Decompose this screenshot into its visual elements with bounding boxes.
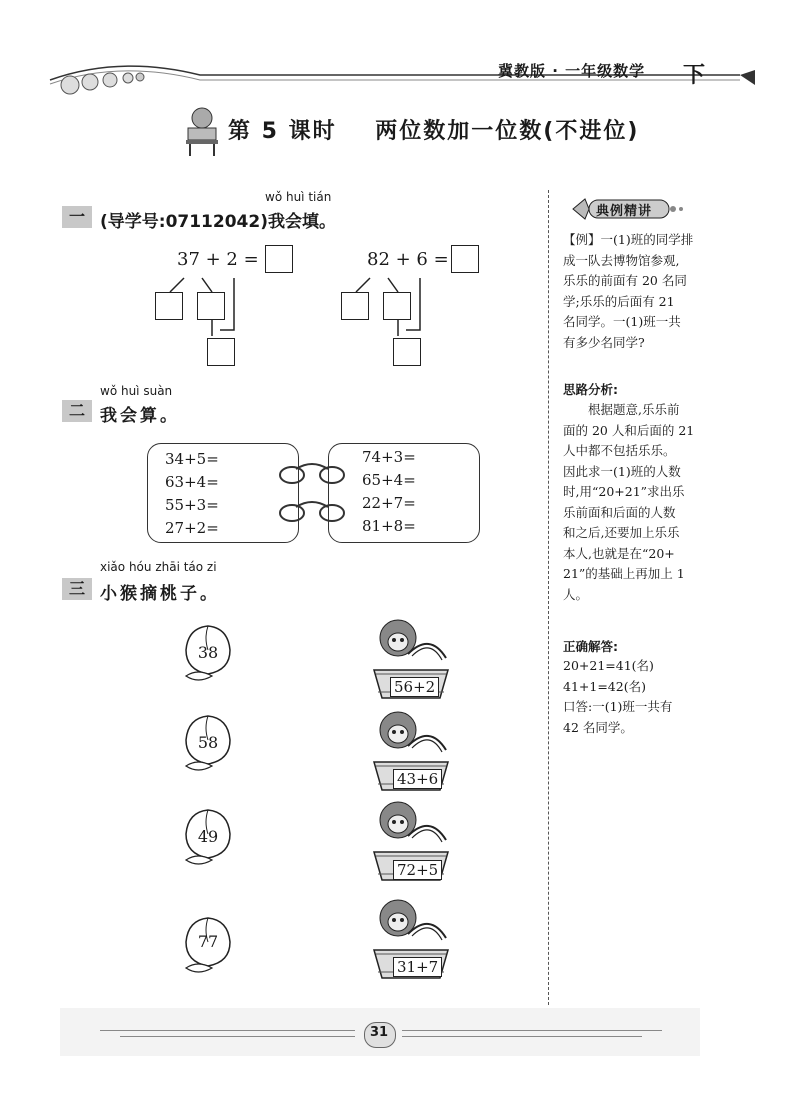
peach-number: 49: [197, 827, 219, 846]
analysis-line: 因此求一(1)班的人数: [563, 463, 681, 479]
example-problem: [563, 230, 705, 353]
calc-item: 22+7=: [362, 494, 416, 512]
analysis-line: 根据题意,乐乐前: [563, 402, 680, 417]
answer-line: 41+1=42(名): [563, 678, 646, 694]
example-line: 成一队去博物馆参观,: [563, 252, 680, 268]
exercise-1-tens-box[interactable]: [155, 292, 183, 320]
calc-item: 55+3=: [165, 496, 219, 514]
analysis-line: 本人,也就是在“20+: [563, 545, 675, 561]
binder-rings-icon: [272, 455, 352, 535]
analysis-line: 人。: [563, 586, 589, 602]
section1-title: (导学号:07112042)我会填。: [100, 212, 336, 232]
header-decoration: [40, 50, 760, 110]
edition-label: 冀教版 · 一年级数学: [498, 62, 646, 80]
calc-item: 81+8=: [362, 517, 416, 535]
basket-expression: 56+2: [390, 677, 439, 697]
analysis-line: 人中都不包括乐乐。: [563, 443, 676, 458]
section1-badge: 一: [62, 206, 92, 228]
analysis-text: [563, 400, 705, 605]
basket-expression: 72+5: [393, 860, 442, 880]
footer-line: [402, 1030, 662, 1031]
section2-pinyin: wǒ huì suàn: [100, 384, 173, 398]
exercise-1-sum-box[interactable]: [207, 338, 235, 366]
answer-line: 42 名同学。: [563, 719, 633, 735]
peach-number: 58: [197, 733, 219, 752]
page-number: 31: [369, 1025, 389, 1040]
section3-title: 小猴摘桃子。: [100, 584, 220, 604]
exercise-1-ones-box[interactable]: [197, 292, 225, 320]
answer-line: 口答:一(1)班一共有: [563, 699, 673, 714]
analysis-line: 时,用“20+21”求出乐: [563, 484, 685, 499]
exercise-2-answer-box[interactable]: [451, 245, 479, 273]
left-calc-list: [165, 448, 219, 540]
example-line: 名同学。一(1)班一共: [563, 314, 681, 329]
answer-line: 20+21=41(名): [563, 658, 654, 673]
example-line: 有多少名同学?: [563, 334, 645, 350]
volume-label: 下: [683, 63, 706, 88]
basket-expression: 31+7: [393, 957, 442, 977]
sidebar-divider: [548, 190, 549, 1005]
calc-item: 27+2=: [165, 519, 219, 537]
section3-pinyin: xiǎo hóu zhāi táo zi: [100, 560, 217, 574]
exercise-1-answer-box[interactable]: [265, 245, 293, 273]
section2-title: 我会算。: [100, 406, 180, 426]
example-line: 乐乐的前面有 20 名同: [563, 273, 687, 288]
exercise-2-ones-box[interactable]: [383, 292, 411, 320]
lesson-title: 第 5 课时 两位数加一位数(不进位): [228, 119, 640, 144]
section3-badge: 三: [62, 578, 92, 600]
analysis-title: 思路分析:: [563, 382, 618, 397]
footer-line: [100, 1030, 355, 1031]
exercise-2-sum-box[interactable]: [393, 338, 421, 366]
calc-item: 74+3=: [362, 448, 416, 466]
answer-title: 正确解答:: [563, 639, 618, 654]
answer-text: [563, 656, 705, 738]
analysis-line: 21”的基础上再加上 1: [563, 566, 685, 581]
exercise-2-tens-box[interactable]: [341, 292, 369, 320]
section1-pinyin: wǒ huì tián: [265, 190, 332, 204]
analysis-line: 和之后,还要加上乐乐: [563, 525, 680, 540]
basket-expression: 43+6: [393, 769, 442, 789]
calc-item: 65+4=: [362, 471, 416, 489]
exercise-1-expression: 37 + 2 =: [177, 249, 259, 270]
peach-number: 38: [197, 643, 219, 662]
right-calc-list: [362, 446, 416, 538]
exercise-2-expression: 82 + 6 =: [367, 249, 449, 270]
analysis-line: 乐前面和后面的人数: [563, 504, 676, 520]
peach-number: 77: [197, 932, 219, 951]
footer-line: [120, 1036, 355, 1037]
footer-line: [402, 1036, 642, 1037]
example-line: 【例】一(1)班的同学排: [563, 232, 694, 247]
calc-item: 34+5=: [165, 450, 219, 468]
example-badge-label: 典例精讲: [596, 204, 653, 219]
section2-badge: 二: [62, 400, 92, 422]
example-line: 学;乐乐的后面有 21: [563, 293, 675, 309]
calc-item: 63+4=: [165, 473, 219, 491]
student-desk-icon: [182, 104, 222, 156]
analysis-line: 面的 20 人和后面的 21: [563, 422, 695, 438]
